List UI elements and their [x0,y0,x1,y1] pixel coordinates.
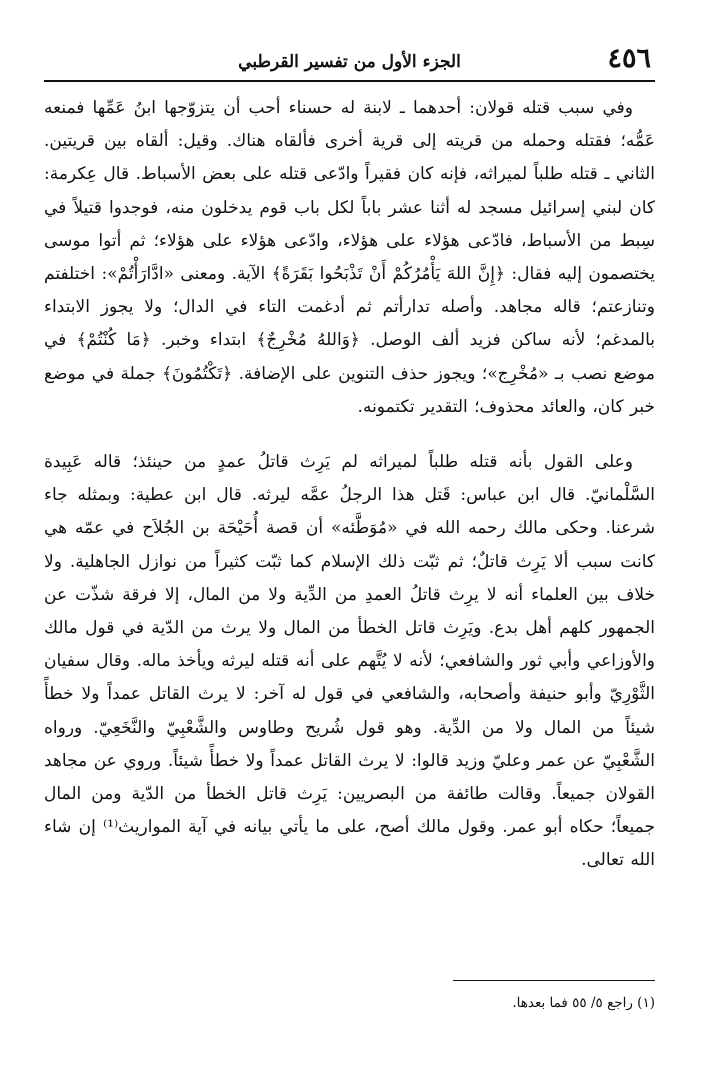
header-rule [44,80,655,82]
page-number: ٤٥٦ [607,43,651,74]
page-header [44,42,655,82]
main-text [44,92,655,878]
paragraph-causes-of-killing: وفي سبب قتله قولان: أحدهما ـ لابنة له حسناء أحب أن يتزوّجها ابنُ عَمِّها فمنعه عَمُّه؛ فقتله وحمله من قريته إلى قرية أخرى فألقاه هناك. وقيل: ألقاه بين قريتين. الثاني ـ قتله طلباً لميراثه، فإنه كان فقيراً وادّعى قتله على بعض الأسباط. قال عِكرمة: كان لبني إسرائيل مسجد له أثنا عشر باباً لكل باب قوم يدخلون منه، فوجدوا قتيلاً في سِبط من الأسباط، فادّعى هؤلاء على هؤلاء، وادّعى هؤلاء على هؤلاء؛ ثم أتوا موسى يختصمون إليه فقال: ﴿إِنَّ اللهَ يَأْمُرُكُمْ أَنْ تَذْبَحُوا بَقَرَةً﴾ الآية. ومعنى «ادَّارَأْتُمْ»: اختلفتم وتنازعتم؛ قاله مجاهد. وأصله تدارأتم ثم أدغمت التاء في الدال؛ ولا يجوز الابتداء بالمدغم؛ لأنه ساكن فزيد ألف الوصل. ﴿وَاللهُ مُخْرِجٌ﴾ ابتداء وخبر. ﴿مَا كُنْتُمْ﴾ في موضع نصب بـ «مُخْرِج»؛ ويجوز حذف التنوين على الإضافة. ﴿تَكْتُمُونَ﴾ جملة في موضع خبر كان، والعائد محذوف؛ التقدير تكتمونه. [44,98,655,417]
footnote-rule [453,980,655,981]
running-title: الجزء الأول من تفسير القرطبي [238,52,461,72]
footnote: (١) راجع ٥/ ٥٥ فما بعدها. [512,995,655,1011]
paragraph-inheritance-ruling: وعلى القول بأنه قتله طلباً لميراثه لم يَرِث قاتلُ عمدٍ من حينئذ؛ قاله عَبِيدة السَّلْمانيّ. قال ابن عباس: قَتل هذا الرجلُ عمَّه ليرثه. قال ابن عطية: وبمثله جاء شرعنا. وحكى مالك رحمه الله في «مُوَطَّئه» أن قصة أُحَيْحَة بن الجُلاَح في عمّه هي كانت سبب ألا يَرِث قاتلٌ؛ ثم ثبّت ذلك الإسلام كما ثبّت كثيراً من نوازل الجاهلية. ولا خلاف بين العلماء أنه لا يرِث قاتلُ العمدِ من الدِّية ولا من المال، إلا فرقة شذّت عن الجمهور كلهم أهل بدع. ويَرِث قاتل الخطأ من المال ولا يرث من الدّية في قول مالك والأوزاعي وأبي ثور والشافعي؛ لأنه لا يُتَّهم على أنه قتله ليرثه ويأخذ ماله. وقال سفيان الثَّوْرِيّ وأبو حنيفة وأصحابه، والشافعي في قول له آخر: لا يرث القاتل عمداً ولا خطأً شيئاً من المال ولا من الدِّية. وهو قول شُريح وطاوس والشَّعْبِيّ والنَّخَعِيّ. ورواه الشَّعْبِيّ عن عمر وعليّ وزيد قالوا: لا يرث القاتل عمداً ولا خطأً شيئاً. وروي عن مجاهد القولان جميعاً. وقالت طائفة من البصريين: يَرِث قاتل الخطأ من الدّية ومن المال جميعاً؛ حكاه أبو عمر. وقول مالك أصح، على ما يأتي بيانه في آية المواريث⁽¹⁾ إن شاء الله تعالى. [44,452,655,871]
